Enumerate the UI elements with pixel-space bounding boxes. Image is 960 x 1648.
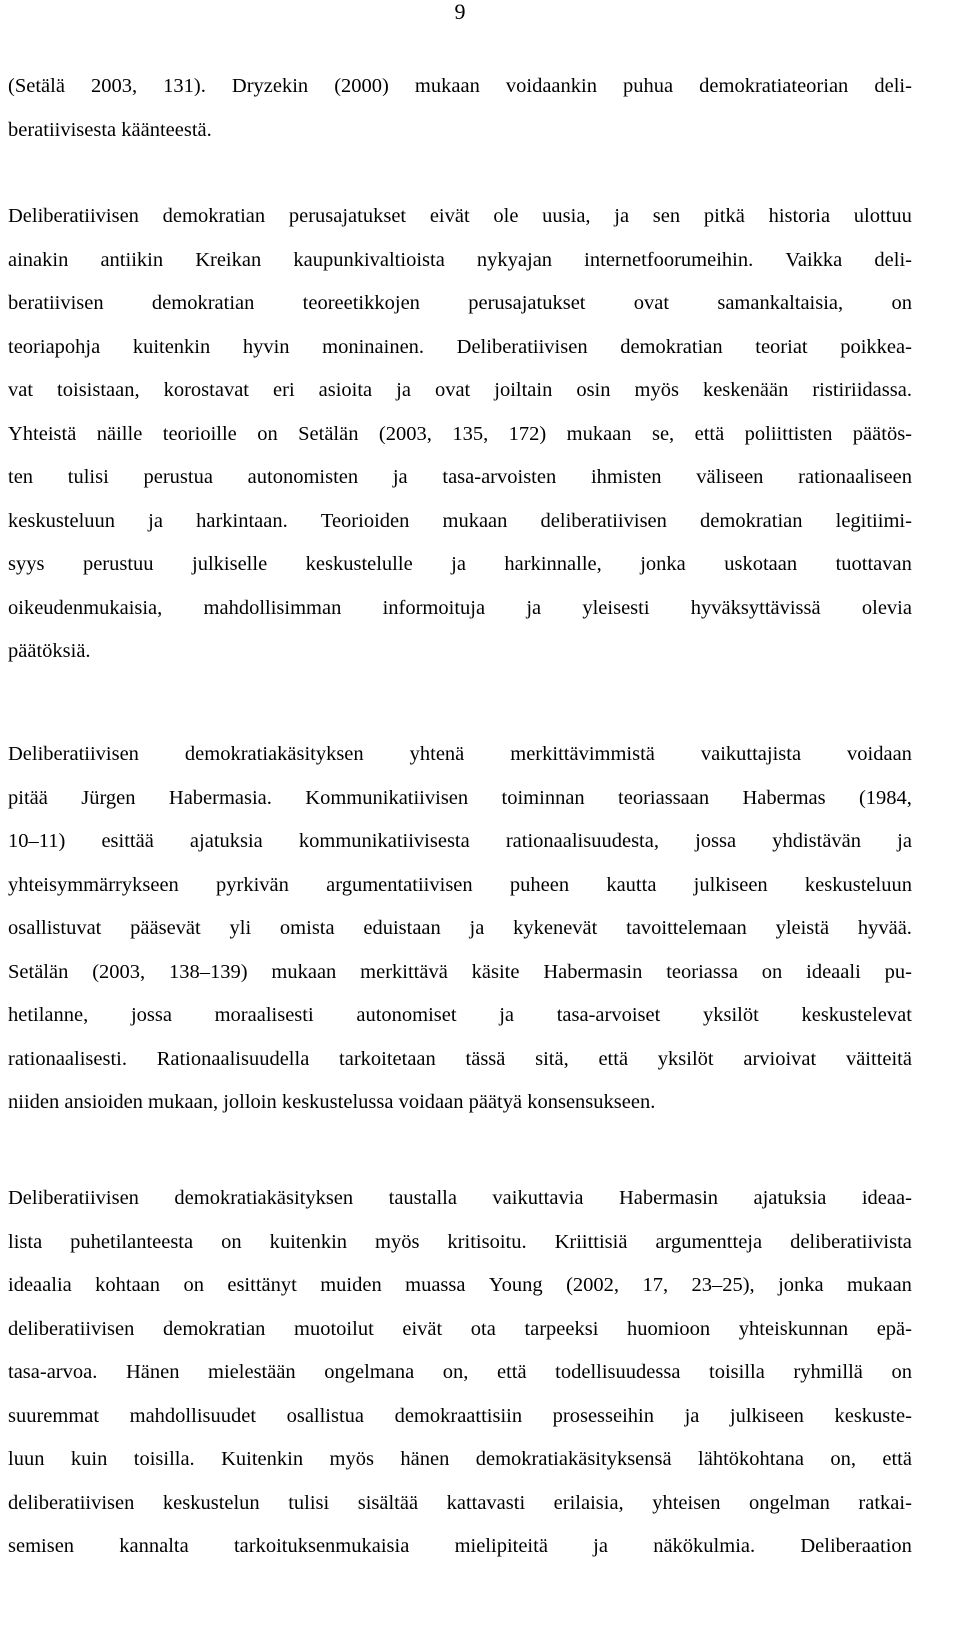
paragraph-2-line: keskusteluun ja harkintaan. Teorioiden mukaan deliberatiivisen demokratian legitiimi- (8, 509, 912, 532)
paragraph-4-line: ideaalia kohtaan on esittänyt muiden muassa Young (2002, 17, 23–25), jonka mukaan (8, 1274, 912, 1296)
paragraph-3-line: rationaalisesti. Rationaalisuudella tarkoitetaan tässä sitä, että yksilöt arvioivat väitteitä (8, 1047, 912, 1070)
paragraph-3-line: hetilanne, jossa moraalisesti autonomiset ja tasa-arvoiset yksilöt keskustelevat (8, 1004, 912, 1026)
paragraph-4-line: lista puhetilanteesta on kuitenkin myös kritisoitu. Kriittisiä argumentteja deliberatiivista (8, 1230, 912, 1253)
paragraph-3-line: niiden ansioiden mukaan, jolloin keskustelussa voidaan päätyä konsensukseen. (8, 1091, 656, 1113)
paragraph-3-line: 10–11) esittää ajatuksia kommunikatiivisesta rationaalisuudesta, jossa yhdistävän ja (8, 830, 912, 852)
paragraph-3-line: Deliberatiivisen demokratiakäsityksen yhtenä merkittävimmistä vaikuttajista voidaan (8, 743, 912, 765)
paragraph-4-line: Deliberatiivisen demokratiakäsityksen taustalla vaikuttavia Habermasin ajatuksia ideaa- (8, 1187, 912, 1209)
paragraph-4-line: deliberatiivisen keskustelun tulisi sisältää kattavasti erilaisia, yhteisen ongelman ratkai- (8, 1491, 912, 1514)
paragraph-2-line: oikeudenmukaisia, mahdollisimman informoituja ja yleisesti hyväksyttävissä olevia (8, 596, 912, 619)
paragraph-2-line: Deliberatiivisen demokratian perusajatukset eivät ole uusia, ja sen pitkä historia ulottuu (8, 205, 912, 227)
paragraph-3-line: osallistuvat pääsevät yli omista eduistaan ja kykenevät tavoittelemaan yleistä hyvää. (8, 917, 912, 939)
page-number: 9 (454, 0, 466, 24)
paragraph-3-line: Setälän (2003, 138–139) mukaan merkittävä käsite Habermasin teoriassa on ideaali pu- (8, 960, 912, 983)
paragraph-4-line: deliberatiivisen demokratian muotoilut eivät ota tarpeeksi huomioon yhteiskunnan epä- (8, 1317, 912, 1340)
paragraph-2-line: syys perustuu julkiselle keskustelulle ja harkinnalle, jonka uskotaan tuottavan (8, 553, 912, 575)
paragraph-2-line: päätöksiä. (8, 640, 91, 662)
paragraph-2-line: Yhteistä näille teorioille on Setälän (2003, 135, 172) mukaan se, että poliittisten päätös- (8, 422, 912, 445)
paragraph-3-line: pitää Jürgen Habermasia. Kommunikatiivisen toiminnan teoriassaan Habermas (1984, (8, 786, 912, 809)
paragraph-4-line: tasa-arvoa. Hänen mielestään ongelmana on, että todellisuudessa toisilla ryhmillä on (8, 1361, 912, 1383)
paragraph-2-line: vat toisistaan, korostavat eri asioita ja ovat joiltain osin myös keskenään ristiriidassa. (8, 379, 912, 401)
paragraph-1-line: beratiivisesta käänteestä. (8, 118, 212, 141)
paragraph-2-line: beratiivisen demokratian teoreetikkojen perusajatukset ovat samankaltaisia, on (8, 292, 912, 314)
paragraph-2-line: teoriapohja kuitenkin hyvin moninainen. Deliberatiivisen demokratian teoriat poikkea- (8, 335, 912, 358)
paragraph-3-line: yhteisymmärrykseen pyrkivän argumentatiivisen puheen kautta julkiseen keskusteluun (8, 873, 912, 896)
paragraph-1-line: (Setälä 2003, 131). Dryzekin (2000) mukaan voidaankin puhua demokratiateorian deli- (8, 75, 912, 97)
paragraph-4-line: luun kuin toisilla. Kuitenkin myös hänen demokratiakäsityksensä lähtökohtana on, että (8, 1448, 912, 1470)
paragraph-2-line: ainakin antiikin Kreikan kaupunkivaltioista nykyajan internetfoorumeihin. Vaikka deli- (8, 248, 912, 271)
paragraph-4-line: suuremmat mahdollisuudet osallistua demokraattisiin prosesseihin ja julkiseen keskuste- (8, 1404, 912, 1427)
paragraph-4-line: semisen kannalta tarkoituksenmukaisia mielipiteitä ja näkökulmia. Deliberaation (8, 1535, 912, 1557)
paragraph-2-line: ten tulisi perustua autonomisten ja tasa-arvoisten ihmisten väliseen rationaaliseen (8, 466, 912, 488)
